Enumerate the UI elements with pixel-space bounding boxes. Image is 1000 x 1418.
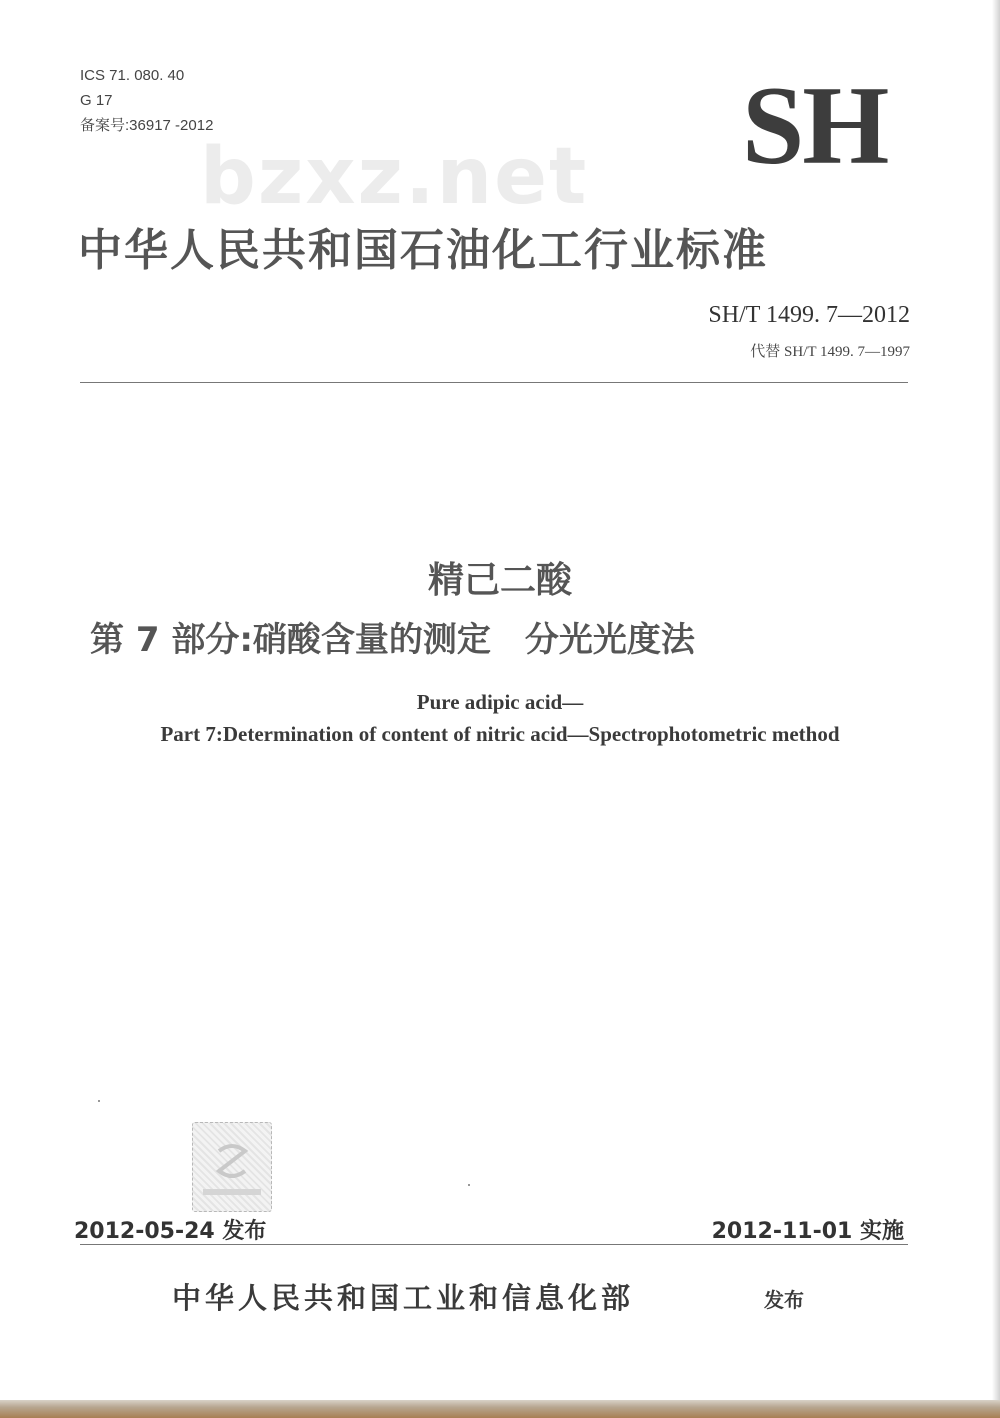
page-edge-shadow [992, 0, 1000, 1418]
cn-title-line2: 第 7 部分:硝酸含量的测定 分光光度法 [90, 620, 695, 660]
standard-number: SH/T 1499. 7—2012 [708, 302, 910, 328]
page-bottom-edge [0, 1400, 1000, 1418]
implementation-date: 2012-11-01 实施 [711, 1219, 904, 1244]
stamp-icon [193, 1123, 271, 1211]
publisher: 中华人民共和国工业和信息化部 [172, 1281, 635, 1315]
top-divider [80, 382, 908, 383]
bottom-divider [80, 1244, 908, 1245]
en-title-line1: Pure adipic acid— [416, 690, 584, 714]
en-title-line2: Part 7:Determination of content of nitric acid—Spectrophotometric method [160, 722, 840, 746]
replaces-standard: 代替 SH/T 1499. 7—1997 [750, 344, 910, 360]
publication-stamp [192, 1122, 272, 1212]
sh-logo: SH [742, 64, 888, 188]
cn-title-line1: 精己二酸 [427, 560, 572, 601]
standard-category-title: 中华人民共和国石油化工行业标准 [78, 225, 768, 276]
watermark: bzxz.net [200, 132, 589, 222]
ics-code: ICS 71. 080. 40 [80, 67, 185, 84]
scan-speck [468, 1184, 470, 1186]
issue-date: 2012-05-24 发布 [74, 1219, 267, 1244]
scan-speck [98, 1100, 100, 1102]
publish-label: 发布 [764, 1288, 804, 1312]
record-number: 备案号:36917 -2012 [80, 117, 214, 134]
ccs-code: G 17 [80, 92, 113, 109]
